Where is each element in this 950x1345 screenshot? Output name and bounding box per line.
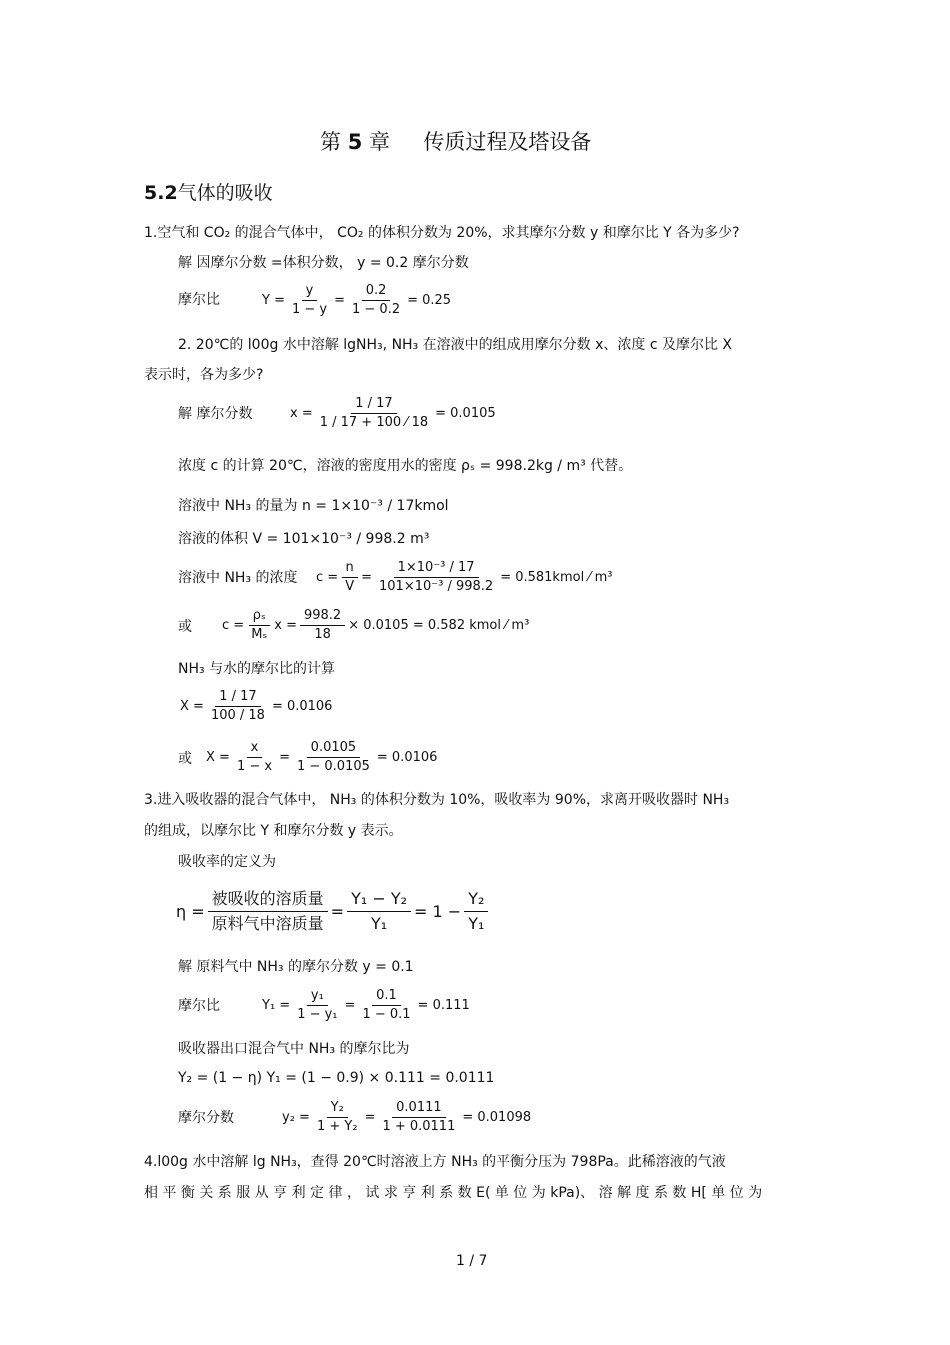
equals: = bbox=[344, 997, 356, 1013]
q2-or-2: 或 bbox=[178, 751, 192, 767]
numerator: y bbox=[302, 283, 318, 301]
fraction bbox=[300, 608, 345, 643]
fraction bbox=[375, 560, 497, 595]
q3-outlet-label: 吸收器出口混合气中 NH₃ 的摩尔比为 bbox=[178, 1041, 410, 1057]
formula-result: = 0.0105 bbox=[435, 405, 496, 421]
question-1: 1.空气和 CO₂ 的混合气体中， CO₂ 的体积分数为 20%，求其摩尔分数 y 和摩尔比 Y 各为多少? bbox=[144, 225, 740, 241]
formula-q2-molfrac bbox=[290, 396, 496, 431]
formula-result: = 0.01098 bbox=[462, 1109, 532, 1125]
fraction bbox=[208, 888, 328, 935]
fraction bbox=[233, 740, 276, 775]
fraction bbox=[358, 988, 414, 1023]
q2-concentration-label: 溶液中 NH₃ 的浓度 bbox=[178, 570, 298, 586]
denominator: Y₁ bbox=[468, 914, 485, 933]
equals: = bbox=[361, 569, 372, 585]
numerator: Y₂ bbox=[464, 888, 488, 912]
fraction bbox=[207, 689, 269, 724]
q3-molfrac-label: 摩尔分数 bbox=[178, 1110, 234, 1126]
formula-lhs: X = bbox=[180, 698, 204, 714]
numerator: x bbox=[247, 740, 263, 758]
q3-y2-result: Y₂ = (1 − η) Y₁ = (1 − 0.9) × 0.111 = 0.0111 bbox=[178, 1070, 495, 1086]
numerator: 0.0105 bbox=[307, 740, 361, 758]
denominator: 18 bbox=[314, 627, 331, 642]
question-4-line-2: 相 平 衡 关 系 服 从 亨 利 定 律 ， 试 求 亨 利 系 数 E( 单 位 为 kPa)、 溶 解 度 系 数 H[ 单 位 为 bbox=[144, 1185, 763, 1201]
denominator: V bbox=[345, 579, 355, 594]
q2-or-1: 或 bbox=[178, 619, 192, 635]
fraction bbox=[378, 1100, 459, 1135]
chapter-name: 传质过程及塔设备 bbox=[423, 130, 592, 154]
fraction bbox=[347, 888, 411, 935]
numerator: 0.2 bbox=[362, 283, 391, 301]
section-heading bbox=[144, 180, 273, 206]
fraction bbox=[464, 888, 488, 935]
denominator: 101×10⁻³ / 998.2 bbox=[379, 579, 494, 594]
formula-result: = 0.25 bbox=[407, 292, 452, 308]
formula-result: = 0.581kmol ⁄ m³ bbox=[500, 569, 613, 585]
formula-lhs: η = bbox=[176, 901, 205, 921]
numerator: Y₁ − Y₂ bbox=[347, 888, 411, 912]
formula-lhs: y₂ = bbox=[282, 1109, 310, 1125]
fraction bbox=[293, 988, 341, 1023]
formula-lhs: Y = bbox=[262, 292, 285, 308]
denominator: 1 − 0.0105 bbox=[296, 759, 370, 774]
chapter-title bbox=[320, 128, 591, 156]
question-2-line-2: 表示时，各为多少? bbox=[144, 367, 264, 383]
denominator: 1 − 0.1 bbox=[362, 1007, 411, 1022]
section-number: 5.2 bbox=[144, 182, 178, 204]
denominator: 1 − 0.2 bbox=[352, 302, 401, 317]
equals: = bbox=[334, 292, 345, 308]
numerator: 998.2 bbox=[300, 608, 345, 626]
numerator: n bbox=[342, 560, 358, 578]
formula-lhs: X = bbox=[206, 749, 230, 765]
chapter-prefix: 第 bbox=[320, 130, 341, 154]
formula-absorption-rate bbox=[176, 888, 491, 935]
question-2-line-1: 2. 20℃的 l00g 水中溶解 lgNH₃, NH₃ 在溶液中的组成用摩尔分数 x、浓度 c 及摩尔比 X bbox=[178, 337, 733, 353]
formula-q2-ratio bbox=[180, 689, 332, 724]
formula-q2-concentration bbox=[316, 560, 613, 595]
formula-mid: x = bbox=[274, 617, 297, 633]
denominator: 1 − y₁ bbox=[297, 1007, 338, 1022]
q2-amount: 溶液中 NH₃ 的量为 n = 1×10⁻³ / 17kmol bbox=[178, 498, 449, 514]
page-number: 1 / 7 bbox=[456, 1253, 488, 1269]
denominator: 原料气中溶质量 bbox=[211, 914, 324, 933]
fraction bbox=[348, 283, 404, 318]
q1-solution: 解 因摩尔分数 =体积分数， y = 0.2 摩尔分数 bbox=[178, 255, 469, 271]
q3-definition-label: 吸收率的定义为 bbox=[178, 854, 276, 870]
equals: = bbox=[279, 749, 290, 765]
formula-result: = 0.0106 bbox=[376, 749, 438, 765]
formula-lhs: c = bbox=[316, 569, 339, 585]
formula-q3-ratio bbox=[262, 988, 470, 1023]
formula-result: = 0.111 bbox=[417, 997, 470, 1013]
denominator: 1 − x bbox=[236, 759, 273, 774]
fraction bbox=[313, 1100, 362, 1135]
question-3-line-2: 的组成，以摩尔比 Y 和摩尔分数 y 表示。 bbox=[144, 823, 403, 839]
q1-ratio-label: 摩尔比 bbox=[178, 292, 220, 308]
denominator: Mₛ bbox=[251, 627, 268, 642]
numerator: 1 / 17 bbox=[351, 396, 396, 414]
formula-q2-concentration-alt bbox=[222, 608, 529, 643]
formula-result: = 0.0106 bbox=[271, 698, 333, 714]
question-3-line-1: 3.进入吸收器的混合气体中， NH₃ 的体积分数为 10%，吸收率为 90%，求离开吸收器时 NH₃ bbox=[144, 792, 730, 808]
q2-concentration-calc: 浓度 c 的计算 20℃，溶液的密度用水的密度 ρₛ = 998.2kg / m³ 代替。 bbox=[178, 458, 633, 474]
formula-q1-ratio bbox=[262, 283, 451, 318]
equals: = bbox=[364, 1109, 376, 1125]
formula-lhs: c = bbox=[222, 617, 245, 633]
denominator: 1 / 17 + 100 ⁄ 18 bbox=[319, 415, 429, 430]
numerator: 0.1 bbox=[372, 988, 401, 1006]
numerator: Y₂ bbox=[327, 1100, 348, 1118]
formula-lhs: Y₁ = bbox=[262, 997, 291, 1013]
fraction bbox=[293, 740, 374, 775]
q3-ratio-label: 摩尔比 bbox=[178, 998, 220, 1014]
formula-q3-molfrac bbox=[282, 1100, 531, 1135]
chapter-number: 5 bbox=[347, 130, 363, 154]
fraction bbox=[341, 560, 358, 595]
formula-lhs: x = bbox=[290, 405, 313, 421]
fraction bbox=[316, 396, 432, 431]
numerator: 0.0111 bbox=[392, 1100, 446, 1118]
formula-q2-ratio-alt bbox=[206, 740, 437, 775]
q3-solution: 解 原料气中 NH₃ 的摩尔分数 y = 0.1 bbox=[178, 959, 414, 975]
fraction bbox=[247, 608, 271, 643]
q2-molfrac-label: 解 摩尔分数 bbox=[178, 406, 253, 422]
formula-mid: = 1 − bbox=[414, 901, 462, 921]
denominator: Y₁ bbox=[370, 914, 388, 933]
chapter-word: 章 bbox=[369, 130, 390, 154]
formula-result: × 0.0105 = 0.582 kmol ⁄ m³ bbox=[348, 617, 530, 633]
q2-ratio-label: NH₃ 与水的摩尔比的计算 bbox=[178, 661, 336, 677]
question-4-line-1: 4.l00g 水中溶解 lg NH₃，查得 20℃时溶液上方 NH₃ 的平衡分压为 798Pa。此稀溶液的气液 bbox=[144, 1154, 726, 1170]
fraction bbox=[288, 283, 331, 318]
numerator: ρₛ bbox=[249, 608, 270, 626]
numerator: 1 / 17 bbox=[215, 689, 260, 707]
denominator: 1 + 0.0111 bbox=[382, 1119, 456, 1134]
numerator: y₁ bbox=[307, 988, 328, 1006]
section-title: 气体的吸收 bbox=[177, 182, 273, 204]
denominator: 1 + Y₂ bbox=[316, 1119, 358, 1134]
equals: = bbox=[330, 901, 345, 921]
denominator: 100 / 18 bbox=[210, 708, 265, 723]
numerator: 被吸收的溶质量 bbox=[208, 888, 328, 912]
denominator: 1 − y bbox=[291, 302, 328, 317]
q2-volume: 溶液的体积 V = 101×10⁻³ / 998.2 m³ bbox=[178, 531, 430, 547]
numerator: 1×10⁻³ / 17 bbox=[394, 560, 479, 578]
